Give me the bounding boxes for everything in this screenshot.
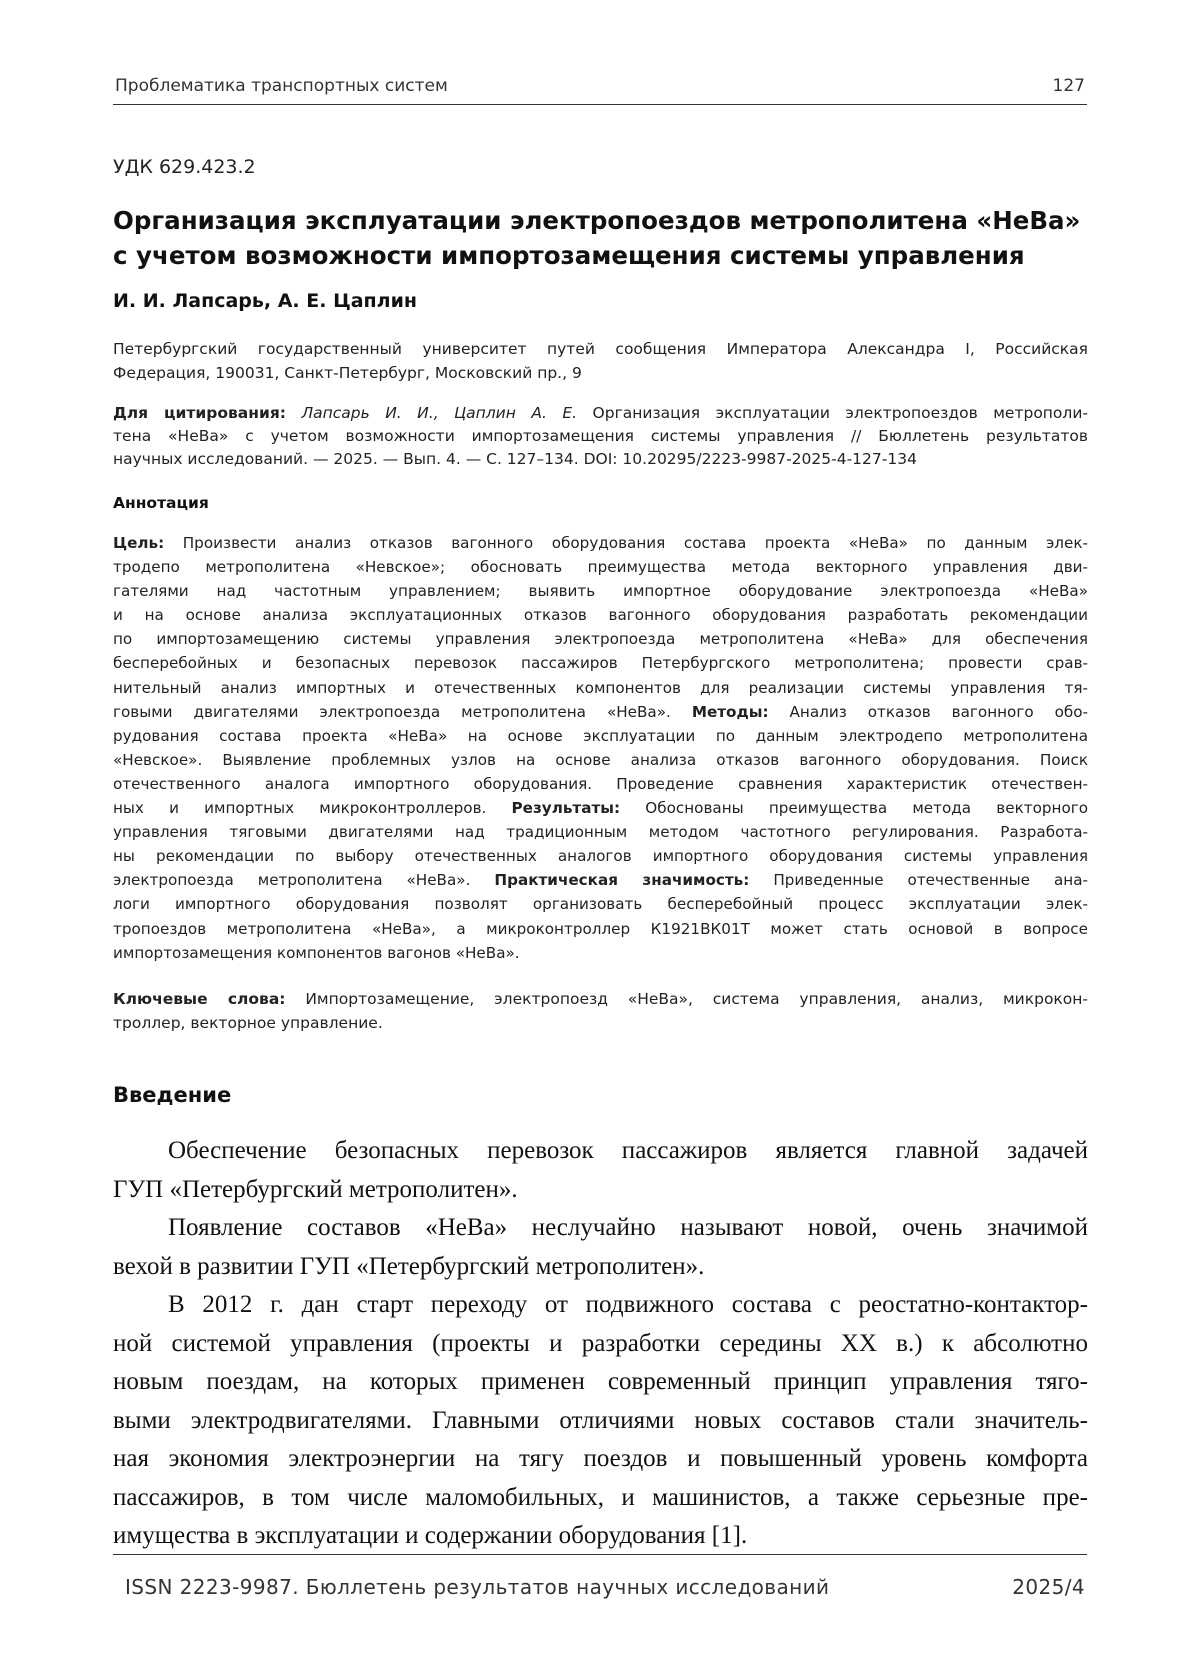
paragraph bbox=[113, 1209, 1088, 1286]
affiliation bbox=[113, 337, 1088, 385]
introduction-body bbox=[113, 1132, 1088, 1556]
abstract-line: нительный анализ импортных и отечественных компонентов для реализации системы управления тя- bbox=[113, 678, 1088, 697]
journal-section-title: Проблематика транспортных систем bbox=[115, 76, 448, 96]
article-title-line: Организация эксплуатации электропоездов метрополитена «НеВа» bbox=[113, 206, 1081, 235]
abstract-line: Цель: Произвести анализ отказов вагонного оборудования состава проекта «НеВа» по данным элек- bbox=[113, 534, 1088, 552]
abstract-line: рудования состава проекта «НеВа» на основе эксплуатации по данным электродепо метрополитена bbox=[113, 726, 1088, 745]
abstract-line: ны рекомендации по выбору отечественных аналогов импортного оборудования системы управления bbox=[113, 847, 1088, 866]
page-footer bbox=[113, 1554, 1087, 1605]
citation-block bbox=[113, 402, 1088, 471]
abstract-line: управления тяговыми двигателями над традиционным методом частотного регулирования. Разработа- bbox=[113, 823, 1088, 842]
abstract bbox=[113, 531, 1088, 965]
authors: И. И. Лапсарь, А. Е. Цаплин bbox=[113, 290, 418, 312]
citation-label: Для цитирования: bbox=[113, 404, 286, 422]
abstract-line: по импортозамещению системы управления электропоезда метрополитена «НеВа» для обеспечения bbox=[113, 630, 1088, 649]
abstract-line: логи импортного оборудования позволят организовать бесперебойный процесс эксплуатации элек- bbox=[113, 895, 1088, 914]
body-line: вехой в развитии ГУП «Петербургский метрополитен». bbox=[113, 1252, 705, 1280]
citation-line bbox=[113, 402, 1088, 425]
abstract-line: импортозамещения компонентов вагонов «НеВа». bbox=[113, 943, 520, 962]
article-title bbox=[113, 203, 1093, 273]
footer-issn: ISSN 2223-9987. Бюллетень результатов научных исследований bbox=[125, 1575, 830, 1599]
abstract-line: тропоездов метрополитена «НеВа», а микроконтроллер К1921ВК01Т может стать основой в вопросе bbox=[113, 919, 1088, 938]
body-line: В 2012 г. дан старт переходу от подвижного состава с реостатно-контактор- bbox=[168, 1291, 1088, 1318]
affiliation-line: Петербургский государственный университет путей сообщения Императора Александра I, Российская bbox=[113, 340, 1088, 358]
udc-code: УДК 629.423.2 bbox=[113, 156, 256, 178]
body-line: ная экономия электроэнергии на тягу поездов и повышенный уровень комфорта bbox=[113, 1445, 1088, 1472]
abstract-line: тродепо метрополитена «Невское»; обосновать преимущества метода векторного управления дви- bbox=[113, 558, 1088, 577]
footer-issue: 2025/4 bbox=[1012, 1575, 1085, 1599]
abstract-line: отечественного аналога импортного оборудования. Проведение сравнения характеристик отечествен- bbox=[113, 774, 1088, 793]
keywords-label: Ключевые слова: bbox=[113, 990, 286, 1008]
keywords bbox=[113, 987, 1088, 1035]
abstract-line: бесперебойных и безопасных перевозок пассажиров Петербургского метрополитена; провести срав- bbox=[113, 654, 1088, 673]
article-title-line: с учетом возможности импортозамещения системы управления bbox=[113, 241, 1025, 270]
abstract-line: гателями над частотным управлением; выявить импортное оборудование электропоезда «НеВа» bbox=[113, 582, 1088, 601]
abstract-line: говыми двигателями электропоезда метрополитена «НеВа». Методы: Анализ отказов вагонного обо- bbox=[113, 702, 1088, 721]
body-line: пассажиров, в том числе маломобильных, и машинистов, а также серьезные пре- bbox=[113, 1483, 1088, 1511]
affiliation-line: Федерация, 190031, Санкт-Петербург, Московский пр., 9 bbox=[113, 364, 582, 382]
page-number: 127 bbox=[1052, 76, 1085, 96]
body-line: новым поездам, на которых применен современный принцип управления тяго- bbox=[113, 1368, 1088, 1395]
body-line: выми электродвигателями. Главными отличиями новых составов стали значитель- bbox=[113, 1406, 1088, 1434]
citation-text: Организация эксплуатации электропоездов метрополи- bbox=[592, 404, 1088, 422]
body-line: Обеспечение безопасных перевозок пассажиров является главной задачей bbox=[168, 1137, 1088, 1164]
abstract-results-label: Результаты: bbox=[511, 799, 621, 818]
running-head bbox=[113, 76, 1087, 105]
section-heading-introduction: Введение bbox=[113, 1083, 232, 1107]
annotation-heading: Аннотация bbox=[113, 494, 209, 512]
abstract-line: ных и импортных микроконтроллеров. Результаты: Обоснованы преимущества метода векторного bbox=[113, 799, 1088, 818]
body-line: Появление составов «НеВа» неслучайно называют новой, очень значимой bbox=[168, 1214, 1088, 1241]
paragraph bbox=[113, 1286, 1088, 1556]
keywords-line: Ключевые слова: Импортозамещение, электропоезд «НеВа», система управления, анализ, микрокон- bbox=[113, 990, 1088, 1008]
abstract-methods-label: Методы: bbox=[691, 702, 769, 721]
body-line: имущества в эксплуатации и содержании оборудования [1]. bbox=[113, 1522, 748, 1549]
abstract-line: электропоезда метрополитена «НеВа». Практическая значимость: Приведенные отечественные ана- bbox=[113, 871, 1088, 890]
body-line: ГУП «Петербургский метрополитен». bbox=[113, 1175, 518, 1203]
citation-authors: Лапсарь И. И., Цаплин А. Е. bbox=[301, 404, 578, 422]
abstract-goal-label: Цель: bbox=[113, 534, 165, 552]
citation-line: тена «НеВа» с учетом возможности импортозамещения системы управления // Бюллетень результатов bbox=[113, 427, 1088, 445]
abstract-line: и на основе анализа эксплуатационных отказов вагонного оборудования разработать рекомендации bbox=[113, 606, 1088, 625]
keywords-line: троллер, векторное управление. bbox=[113, 1014, 383, 1032]
abstract-significance-label: Практическая значимость: bbox=[494, 871, 750, 890]
paragraph bbox=[113, 1132, 1088, 1209]
citation-line: научных исследований. — 2025. — Вып. 4. — С. 127–134. DOI: 10.20295/2223-9987-2025-4-127-134 bbox=[113, 450, 917, 468]
body-line: ной системой управления (проекты и разработки середины XX в.) к абсолютно bbox=[113, 1329, 1088, 1357]
abstract-line: «Невское». Выявление проблемных узлов на основе анализа отказов вагонного оборудования. Поиск bbox=[113, 750, 1088, 769]
